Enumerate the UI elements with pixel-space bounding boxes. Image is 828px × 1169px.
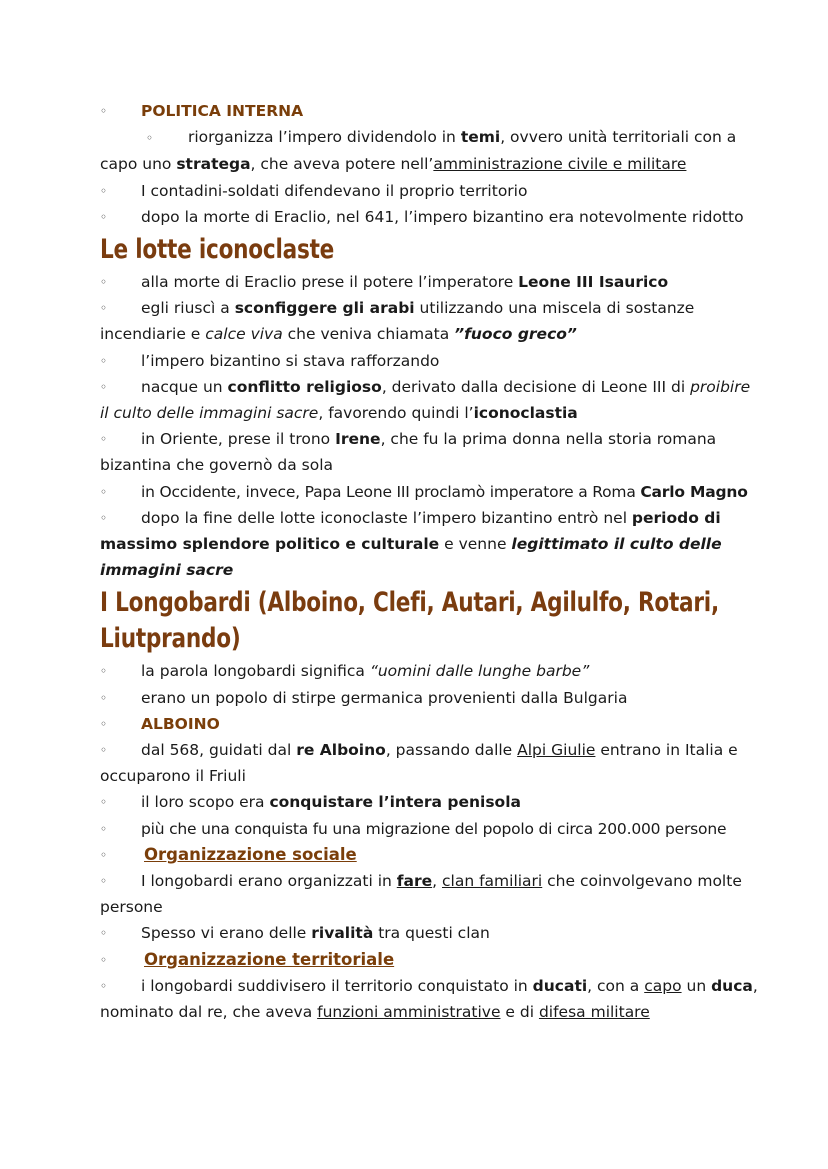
list-item: ◦ dopo la fine delle lotte iconoclaste l’impero bizantino entrò nel periodo di massimo splendore politico e culturale e venne legittimato il culto delle immagini sacre bbox=[100, 505, 760, 584]
bullet-icon: ◦ bbox=[100, 952, 108, 967]
document-content bbox=[100, 98, 760, 1025]
list-item: ◦ in Occidente, invece, Papa Leone III proclamò imperatore a Roma Carlo Magno bbox=[100, 479, 760, 505]
list-item: ◦ il loro scopo era conquistare l’intera penisola bbox=[100, 789, 760, 815]
bullet-icon: ◦ bbox=[100, 716, 108, 731]
bullet-icon: ◦ bbox=[100, 379, 108, 394]
bullet-icon: ◦ bbox=[100, 926, 108, 941]
organizzazione-territoriale-heading: Organizzazione territoriale bbox=[144, 949, 395, 969]
list-item: ◦ dopo la morte di Eraclio, nel 641, l’impero bizantino era notevolmente ridotto bbox=[100, 204, 760, 230]
section-title-longobardi: I Longobardi (Alboino, Clefi, Autari, Agilulfo, Rotari, Liutprando) bbox=[100, 587, 719, 655]
organizzazione-sociale-heading: Organizzazione sociale bbox=[144, 844, 357, 864]
list-item: ◦ Spesso vi erano delle rivalità tra questi clan bbox=[100, 920, 760, 946]
list-item: ◦ la parola longobardi significa “uomini dalle lunghe barbe” bbox=[100, 658, 760, 684]
bullet-icon: ◦ bbox=[100, 104, 108, 118]
bullet-icon: ◦ bbox=[100, 821, 107, 836]
bullet-icon: ◦ bbox=[100, 432, 108, 447]
list-item: ◦ riorganizza l’impero dividendolo in temi, ovvero unità territoriali con a capo uno stratega, che aveva potere nell’amministrazione civile e militare bbox=[100, 128, 737, 174]
list-item: ◦ alla morte di Eraclio prese il potere l’imperatore Leone III Isaurico bbox=[100, 269, 760, 295]
list-item: ◦ nacque un conflitto religioso, derivato dalla decisione di Leone III di proibire il culto delle immagini sacre, favorendo quindi l’iconoclastia bbox=[100, 374, 760, 426]
bullet-icon: ◦ bbox=[100, 690, 108, 705]
organizzazione-sociale-heading-line bbox=[100, 842, 760, 868]
bullet-icon: ◦ bbox=[100, 510, 108, 525]
alboino-heading-line bbox=[100, 711, 760, 737]
bullet-icon: ◦ bbox=[100, 664, 108, 679]
bullet-icon: ◦ bbox=[100, 301, 108, 316]
bullet-icon: ◦ bbox=[100, 743, 108, 758]
list-item: ◦ l’impero bizantino si stava rafforzando bbox=[100, 348, 760, 374]
list-item: ◦ I contadini-soldati difendevano il proprio territorio bbox=[100, 178, 760, 204]
list-item: ◦ dal 568, guidati dal re Alboino, passando dalle Alpi Giulie entrano in Italia e occuparono il Friuli bbox=[100, 737, 760, 789]
bullet-icon: ◦ bbox=[100, 275, 108, 290]
bullet-icon: ◦ bbox=[100, 183, 108, 198]
politica-interna-heading-line bbox=[100, 98, 760, 124]
bullet-icon: ◦ bbox=[100, 847, 108, 862]
bullet-icon: ◦ bbox=[100, 795, 108, 810]
section-title-lotte: Le lotte iconoclaste bbox=[100, 234, 335, 266]
alboino-heading: ALBOINO bbox=[141, 714, 220, 733]
list-item: ◦ più che una conquista fu una migrazione del popolo di circa 200.000 persone bbox=[100, 816, 760, 842]
list-item: ◦ in Oriente, prese il trono Irene, che fu la prima donna nella storia romana bizantina che governò da sola bbox=[100, 426, 760, 478]
bullet-icon: ◦ bbox=[100, 484, 107, 499]
bullet-icon: ◦ bbox=[100, 874, 108, 889]
bullet-icon: ◦ bbox=[100, 209, 108, 224]
organizzazione-territoriale-heading-line bbox=[100, 947, 760, 973]
bullet-icon: ◦ bbox=[100, 353, 108, 368]
list-item: ◦ egli riuscì a sconfiggere gli arabi utilizzando una miscela di sostanze incendiarie e calce viva che veniva chiamata ”fuoco greco” bbox=[100, 295, 760, 347]
list-item: ◦ i longobardi suddivisero il territorio conquistato in ducati, con a capo un duca, nominato dal re, che aveva funzioni amministrative e di difesa militare bbox=[100, 973, 760, 1025]
list-item: ◦ I longobardi erano organizzati in fare, clan familiari che coinvolgevano molte persone bbox=[100, 868, 760, 920]
list-item: ◦ erano un popolo di stirpe germanica provenienti dalla Bulgaria bbox=[100, 685, 760, 711]
politica-interna-heading: POLITICA INTERNA bbox=[141, 102, 304, 120]
bullet-icon: ◦ bbox=[100, 978, 108, 993]
